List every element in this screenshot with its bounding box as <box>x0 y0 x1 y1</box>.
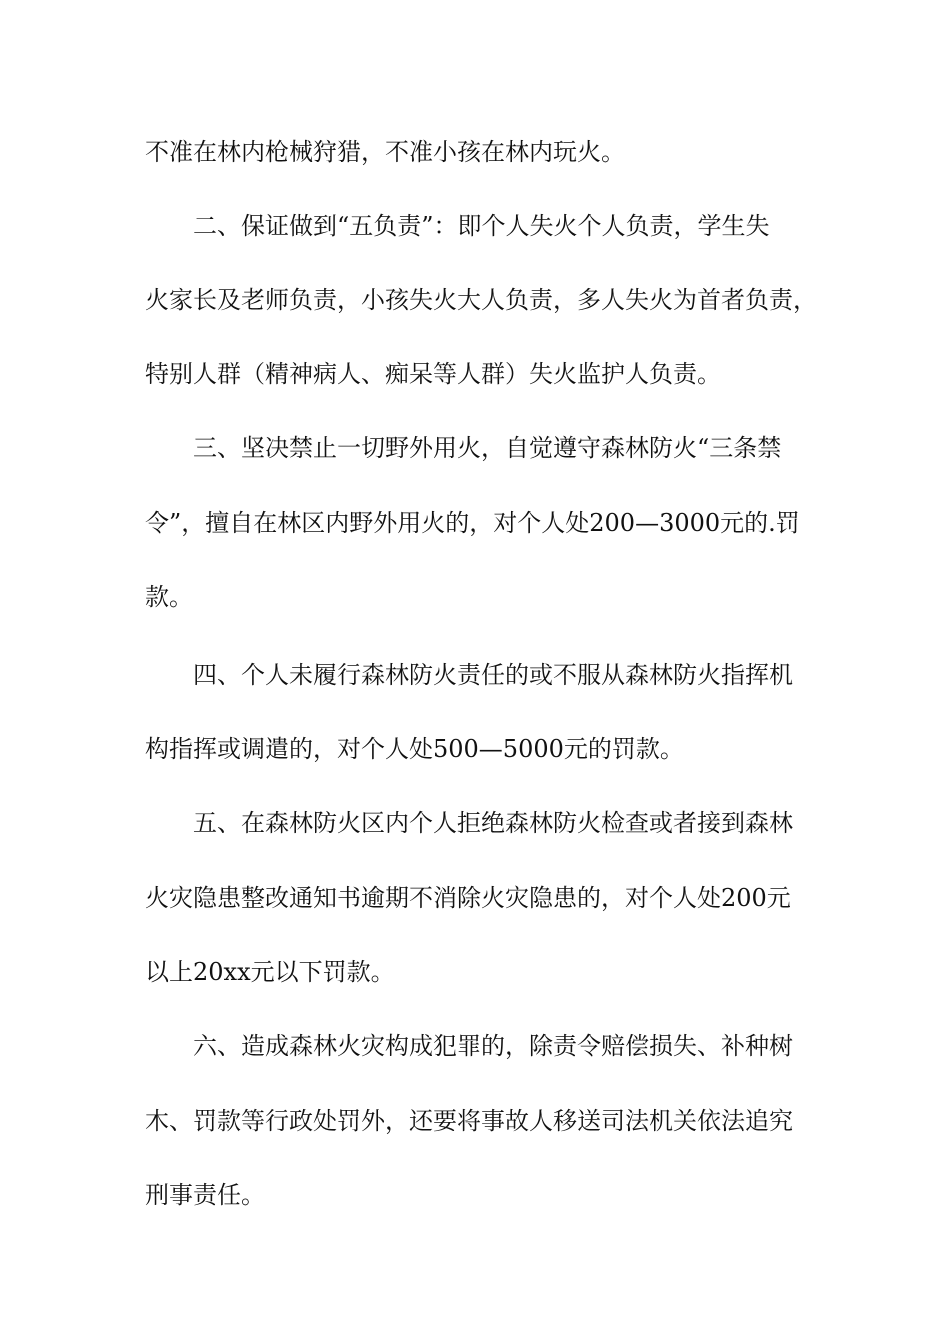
text-line: 特别人群（精神病人、痴呆等人群）失火监护人负责。 <box>145 360 721 388</box>
text-line: 四、个人未履行森林防火责任的或不服从森林防火指挥机 <box>193 661 793 689</box>
text-line: 构指挥或调遣的，对个人处500—5000元的罚款。 <box>145 735 684 763</box>
text-line: 不准在林内枪械狩猎，不准小孩在林内玩火。 <box>145 138 625 166</box>
text-line: 以上20xx元以下罚款。 <box>145 958 395 986</box>
text-line: 火家长及老师负责，小孩失火大人负责，多人失火为首者负责， <box>145 286 817 314</box>
text-line: 刑事责任。 <box>145 1181 265 1209</box>
text-line: 六、造成森林火灾构成犯罪的，除责令赔偿损失、补种树 <box>193 1032 793 1060</box>
text-line: 五、在森林防火区内个人拒绝森林防火检查或者接到森林 <box>193 809 793 837</box>
text-line: 款。 <box>145 583 193 611</box>
text-line: 火灾隐患整改通知书逾期不消除火灾隐患的，对个人处200元 <box>145 884 791 912</box>
text-line: 木、罚款等行政处罚外，还要将事故人移送司法机关依法追究 <box>145 1107 793 1135</box>
text-line: 令”，擅自在林区内野外用火的，对个人处200—3000元的.罚 <box>145 509 800 537</box>
text-line: 三、坚决禁止一切野外用火，自觉遵守森林防火“三条禁 <box>193 434 782 462</box>
text-line: 二、保证做到“五负责”：即个人失火个人负责，学生失 <box>193 212 770 240</box>
